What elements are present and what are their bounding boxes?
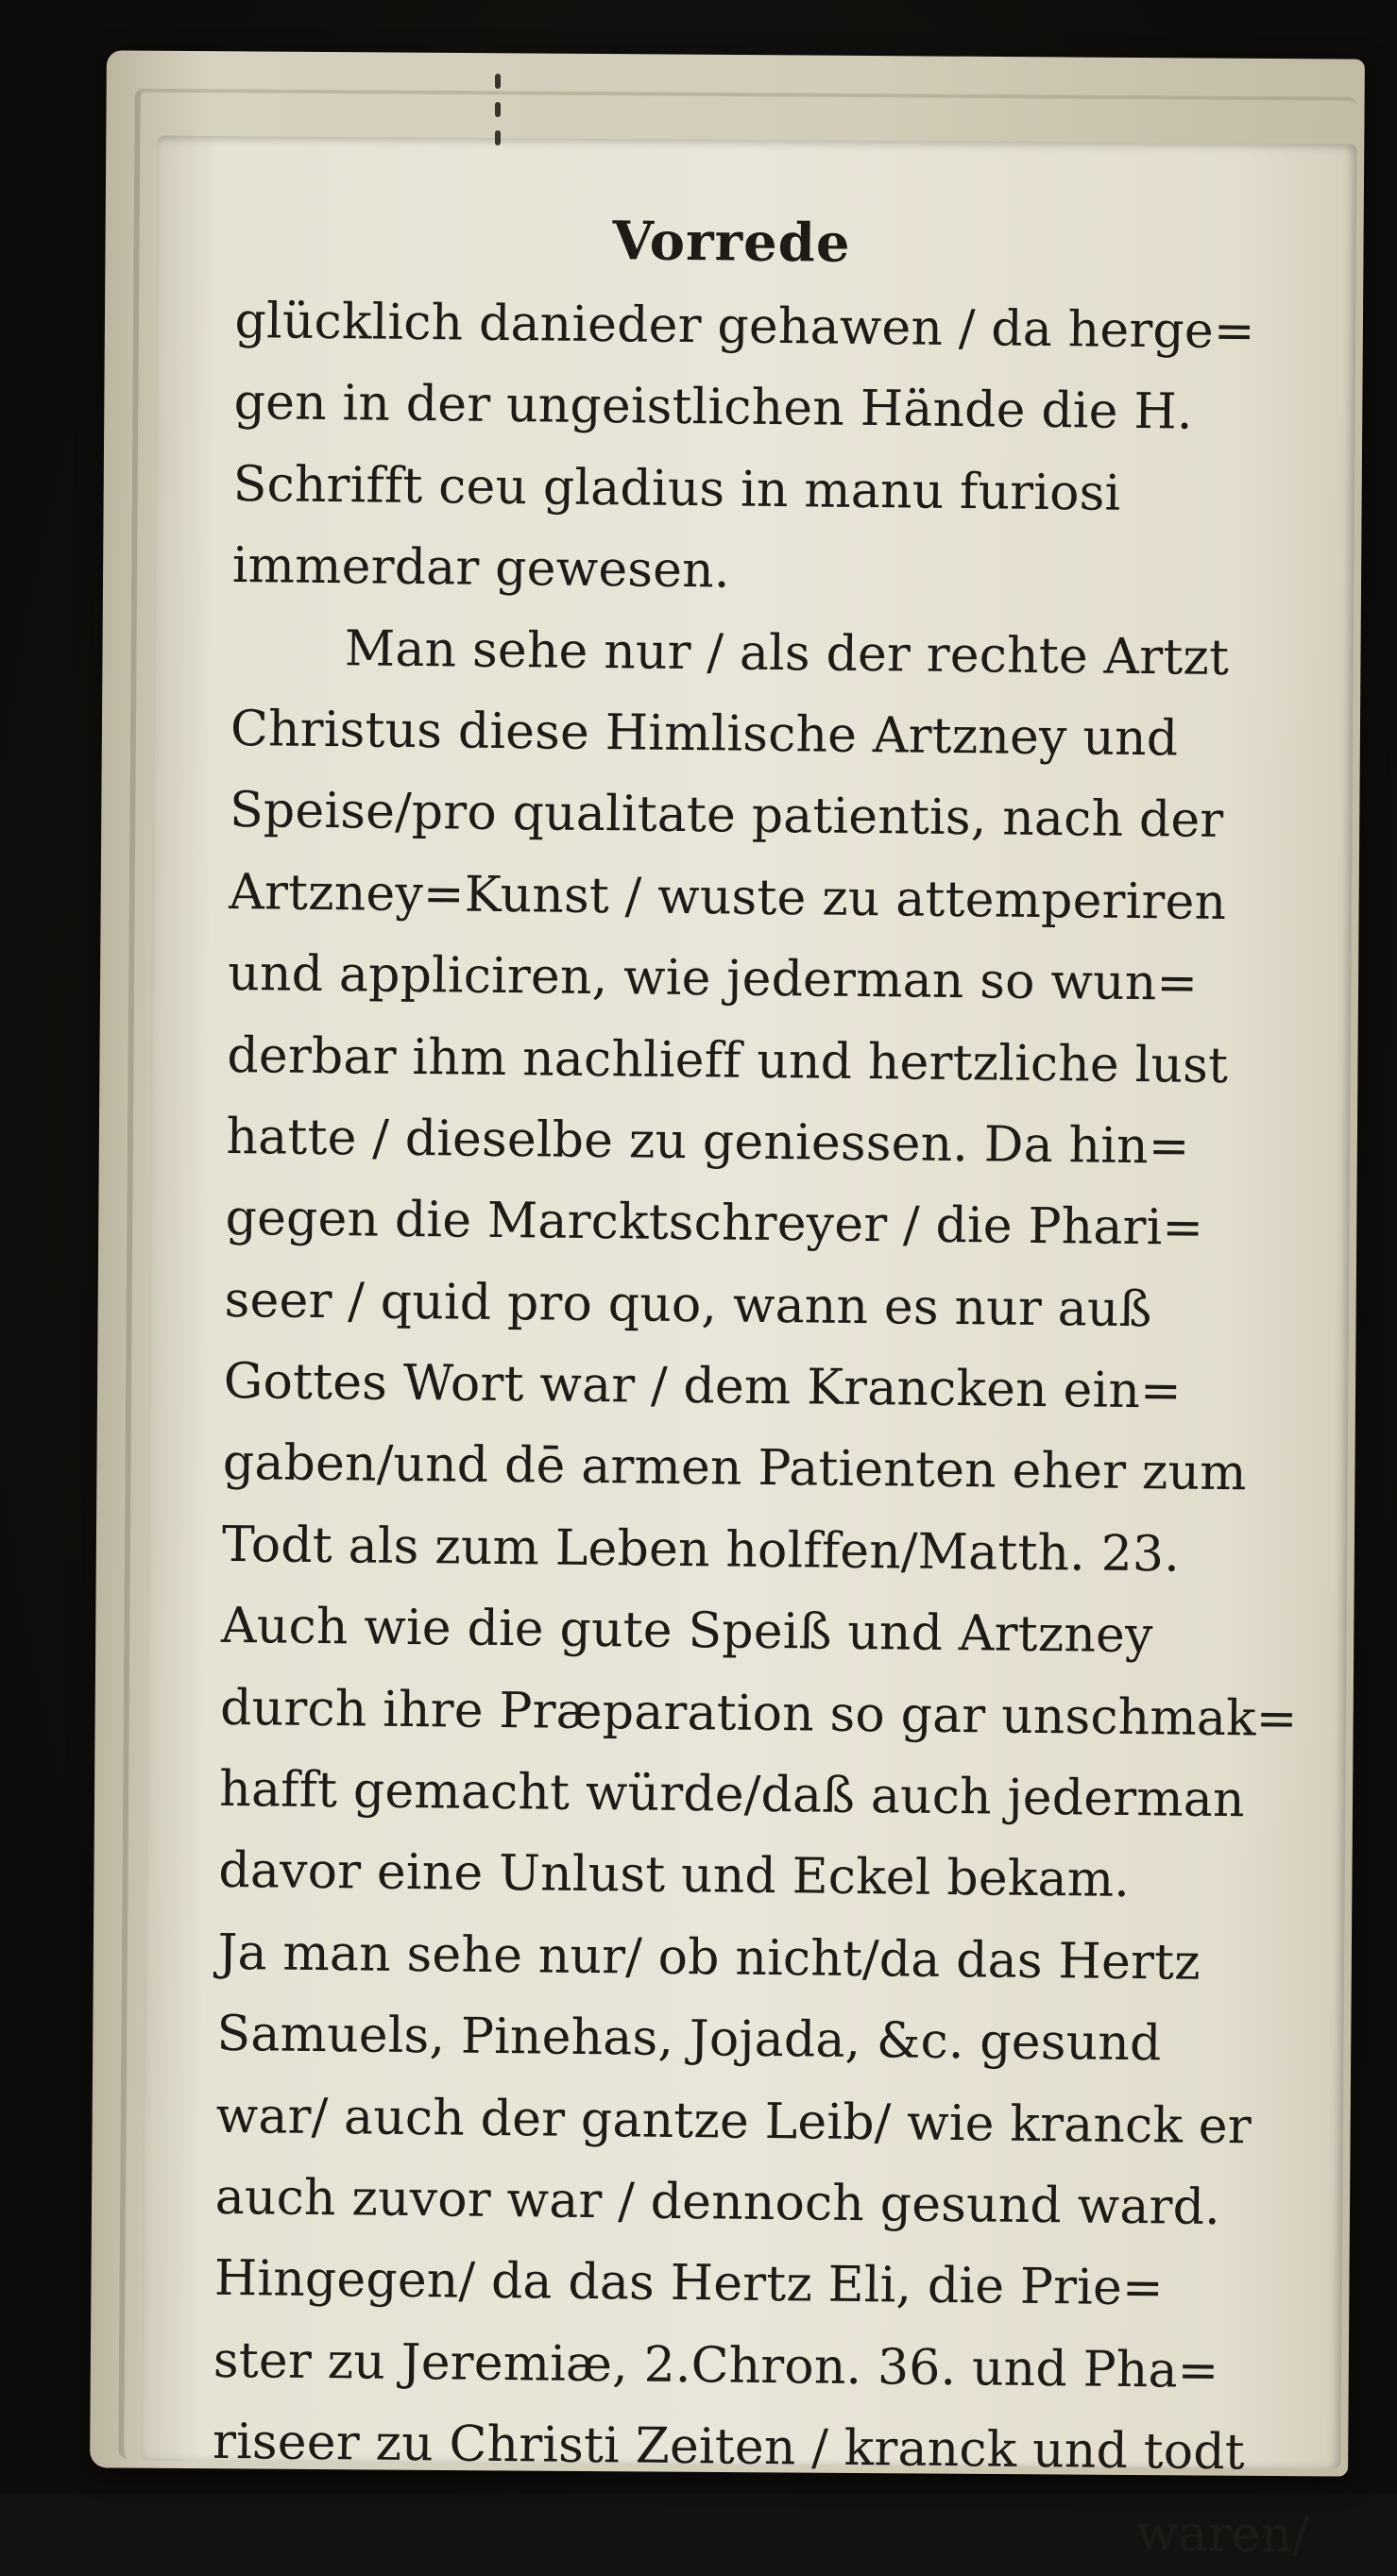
text-line: ster zu Jeremiæ, 2.Chron. 36. und Pha= (213, 2331, 1219, 2399)
text-line: davor eine Unlust und Eckel bekam. (218, 1842, 1131, 1909)
text-line: Artzney=Kunst / wuste zu attemperiren (228, 863, 1227, 931)
text-line: derbar ihm nachlieff und hertzliche lust (227, 1026, 1229, 1094)
text-line: Schrifft ceu gladius in manu furiosi (232, 455, 1121, 522)
text-line: gaben/und dē armen Patienten eher zum (222, 1434, 1248, 1502)
running-head: Vorrede (612, 210, 851, 275)
text-line: immerdar gewesen. (231, 537, 730, 600)
binding-marks (491, 74, 504, 159)
text-line: Christus diese Himlische Artzney und (230, 700, 1179, 768)
text-line: Man sehe nur / als der rechte Artzt (344, 619, 1230, 686)
text-line: Auch wie die gute Speiß und Artzney (220, 1598, 1153, 1665)
text-line: seer / quid pro quo, wann es nur auß (224, 1271, 1152, 1338)
text-block (212, 194, 1351, 2576)
text-line: durch ihre Præparation so gar unschmak= (219, 1679, 1298, 1748)
text-line: Speise/pro qualitate patientis, nach der (229, 782, 1224, 850)
catchword: waren/ (1135, 2504, 1310, 2564)
text-line: hatte / dieselbe zu geniessen. Da hin= (226, 1108, 1190, 1176)
text-line: Ja man sehe nur/ ob nicht/da das Hertz (217, 1924, 1201, 1991)
text-line: gegen die Marcktschreyer / die Phari= (225, 1190, 1204, 1258)
text-line: Gottes Wort war / dem Krancken ein= (223, 1353, 1183, 1420)
text-line: auch zuvor war / dennoch gesund ward. (214, 2168, 1221, 2237)
text-line: riseer zu Christi Zeiten / kranck und todt (212, 2414, 1246, 2482)
text-line: gen in der ungeistlichen Hände die H. (233, 374, 1193, 442)
text-line: hafft gemacht würde/daß auch jederman (218, 1760, 1246, 1829)
text-line: Todt als zum Leben holffen/Matth. 23. (221, 1516, 1181, 1584)
text-line: und appliciren, wie jederman so wun= (228, 945, 1199, 1012)
text-line: war/ auch der gantze Leib/ wie kranck er (215, 2087, 1252, 2155)
text-line: Samuels, Pinehas, Jojada, &c. gesund (216, 2006, 1162, 2073)
text-line: glücklich danieder gehawen / da herge= (234, 292, 1255, 361)
text-line: Hingegen/ da das Hertz Eli, die Prie= (213, 2250, 1165, 2317)
